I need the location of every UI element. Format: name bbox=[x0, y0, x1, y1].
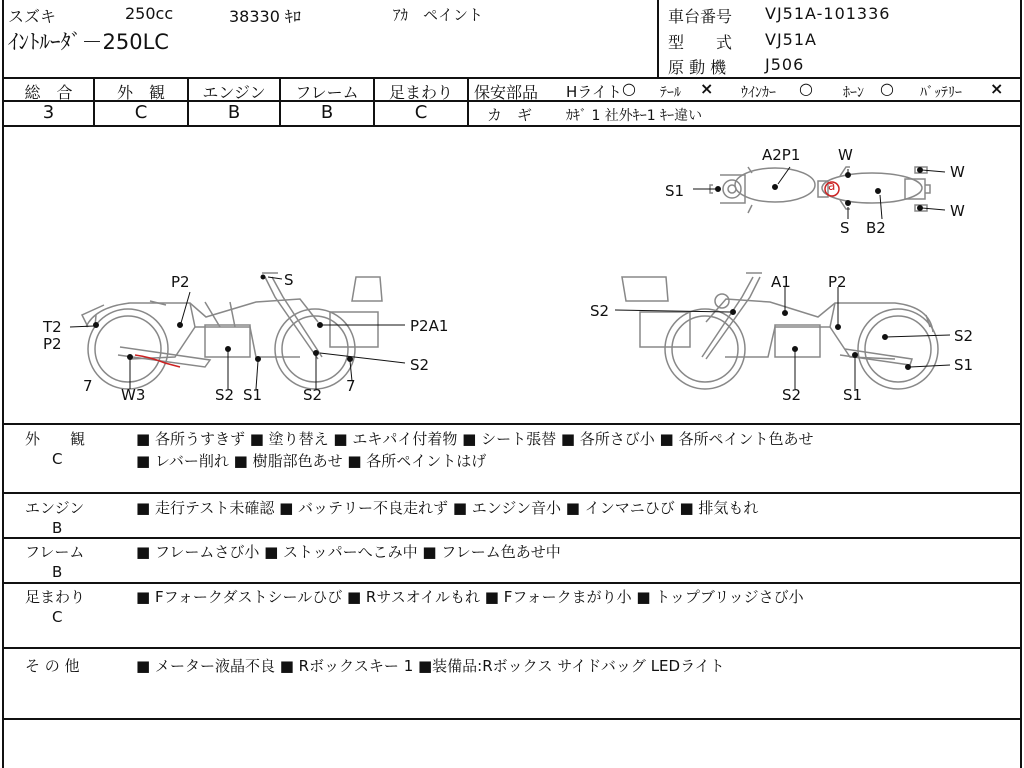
note-label: そ の 他 bbox=[25, 657, 80, 675]
grade-engine: B bbox=[227, 102, 241, 123]
mark-left-w3: W3 bbox=[121, 386, 146, 404]
header-divider bbox=[657, 0, 659, 78]
note-line: ■ フレームさび小 ■ ストッパーへこみ中 ■ フレーム色あせ中 bbox=[136, 543, 561, 561]
horn-label: ﾎｰﾝ bbox=[843, 85, 864, 101]
maker: スズキ bbox=[8, 7, 57, 26]
grade-exterior-label: 外 観 bbox=[116, 83, 165, 102]
left-side-diagram bbox=[82, 273, 382, 389]
grade-total: 3 bbox=[42, 102, 55, 123]
note-line: ■ 走行テスト未確認 ■ バッテリー不良走れず ■ エンジン音小 ■ インマニひび ■ 排気もれ bbox=[136, 499, 759, 517]
mark-right-s2-right: S2 bbox=[954, 327, 974, 345]
winker-status: ○ bbox=[799, 79, 813, 98]
grade-col-5 bbox=[467, 77, 469, 126]
notes-rule-4 bbox=[2, 647, 1022, 649]
mark-left-p2: P2 bbox=[171, 273, 190, 291]
note-grade: C bbox=[52, 608, 63, 626]
outer-border-right bbox=[1020, 0, 1022, 768]
winker-label: ｳｲﾝｶｰ bbox=[741, 85, 776, 101]
grade-frame: B bbox=[320, 102, 334, 123]
mark-s1-top: S1 bbox=[665, 182, 685, 200]
mark-right-a1: A1 bbox=[771, 273, 791, 291]
mark-right-s2-left: S2 bbox=[590, 302, 610, 320]
grade-exterior: C bbox=[134, 102, 148, 123]
notes-rule-5 bbox=[2, 718, 1022, 720]
note-grade: B bbox=[52, 519, 63, 537]
tail-status: × bbox=[700, 79, 714, 98]
diagram-bottom-rule bbox=[2, 423, 1022, 425]
battery-status: × bbox=[990, 79, 1004, 98]
mark-left-7-left: 7 bbox=[83, 377, 93, 395]
note-grade: B bbox=[52, 563, 63, 581]
mark-left-s2-bottom: S2 bbox=[303, 386, 323, 404]
note-line: ■ メーター液晶不良 ■ Rボックスキー 1 ■装備品:Rボックス サイドバッグ LEDライト bbox=[136, 657, 725, 675]
mark-left-s1: S1 bbox=[243, 386, 263, 404]
mark-left-s2: S2 bbox=[215, 386, 235, 404]
mark-circled-a: a bbox=[828, 179, 836, 193]
mark-left-p2b: P2 bbox=[43, 335, 62, 353]
type-value: VJ51A bbox=[765, 30, 817, 49]
model-name: ｲﾝﾄﾙｰﾀﾞ－250LC bbox=[8, 30, 169, 54]
color: ｱｶ ペイント bbox=[393, 6, 484, 24]
mark-left-t2: T2 bbox=[43, 318, 62, 336]
mark-b2-top: B2 bbox=[866, 219, 886, 237]
grade-suspension: C bbox=[414, 102, 428, 123]
safety-label: 保安部品 bbox=[474, 83, 539, 102]
mark-left-s: S bbox=[284, 271, 294, 289]
mark-right-s2: S2 bbox=[782, 386, 802, 404]
mark-left-p2a1: P2A1 bbox=[410, 317, 449, 335]
grade-frame-label: フレーム bbox=[295, 83, 359, 102]
displacement: 250cc bbox=[125, 4, 174, 23]
note-label: エンジン bbox=[25, 499, 85, 517]
mark-right-s1: S1 bbox=[843, 386, 863, 404]
type-label: 型 式 bbox=[668, 33, 733, 52]
notes-rule-1 bbox=[2, 492, 1022, 494]
notes-rule-3 bbox=[2, 582, 1022, 584]
note-label: 足まわり bbox=[25, 588, 86, 606]
motorcycle-diagrams bbox=[0, 127, 1020, 422]
grade-suspension-label: 足まわり bbox=[388, 83, 453, 102]
header-bottom-rule bbox=[2, 77, 1022, 79]
note-label: 外 観 bbox=[25, 430, 86, 448]
note-line: ■ Fフォークダストシールひび ■ Rサスオイルもれ ■ Fフォークまがり小 ■ トップブリッジさび小 bbox=[136, 588, 804, 606]
mark-w-right-2: W bbox=[950, 202, 965, 220]
key-value: ｶｷﾞ 1 社外ｷｰ1 ｷｰ違い bbox=[566, 108, 703, 124]
mark-left-s2-right: S2 bbox=[410, 356, 430, 374]
grade-engine-label: エンジン bbox=[202, 83, 266, 102]
notes-rule-2 bbox=[2, 537, 1022, 539]
mark-s-top: S bbox=[840, 219, 850, 237]
key-label: カ ギ bbox=[487, 106, 533, 124]
mark-right-p2: P2 bbox=[828, 273, 847, 291]
mileage: 38330 ｷﾛ bbox=[229, 7, 301, 26]
mark-w-right-1: W bbox=[950, 163, 965, 181]
top-view-diagram bbox=[710, 167, 930, 213]
note-label: フレーム bbox=[25, 543, 85, 561]
frame-no-label: 車台番号 bbox=[668, 7, 733, 26]
horn-status: ○ bbox=[880, 79, 894, 98]
note-line: ■ 各所うすきず ■ 塗り替え ■ エキパイ付着物 ■ シート張替 ■ 各所さび小 ■ 各所ペイント色あせ bbox=[136, 430, 814, 448]
mark-a2p1: A2P1 bbox=[762, 146, 801, 164]
frame-no: VJ51A-101336 bbox=[765, 4, 891, 23]
engine-model-value: J506 bbox=[765, 55, 805, 74]
headlight-label: Hライト bbox=[566, 83, 622, 101]
note-grade: C bbox=[52, 450, 63, 468]
mark-w-top: W bbox=[838, 146, 853, 164]
grade-total-label: 総 合 bbox=[24, 83, 73, 102]
headlight-status: ○ bbox=[622, 79, 636, 98]
mark-left-7-right: 7 bbox=[346, 377, 356, 395]
engine-model-label: 原 動 機 bbox=[668, 58, 727, 77]
battery-label: ﾊﾞｯﾃﾘｰ bbox=[920, 85, 962, 101]
mark-right-s1-right: S1 bbox=[954, 356, 974, 374]
tail-label: ﾃｰﾙ bbox=[660, 85, 681, 101]
note-line: ■ レバー削れ ■ 樹脂部色あせ ■ 各所ペイントはげ bbox=[136, 452, 487, 470]
